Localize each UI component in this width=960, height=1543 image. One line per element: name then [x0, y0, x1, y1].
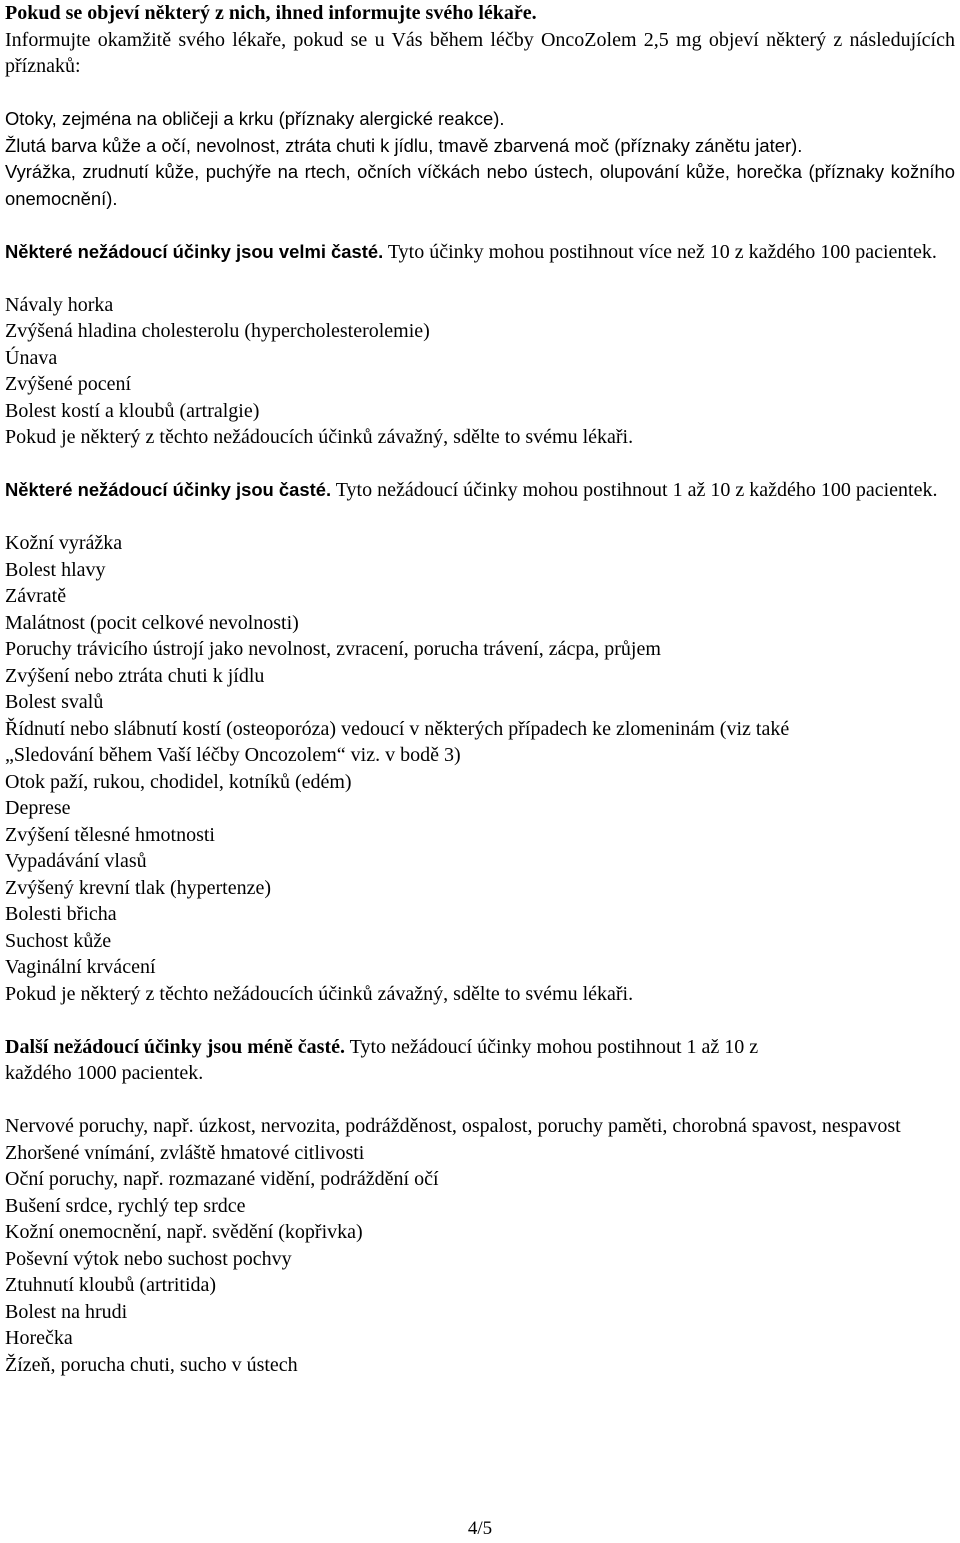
very-common-paragraph: [5, 239, 955, 266]
list-item: Zvýšené pocení: [5, 373, 132, 395]
uncommon-list: [5, 1113, 955, 1378]
uncommon-frequency-line-2: každého 1000 pacientek.: [5, 1062, 204, 1084]
list-item: Poševní výtok nebo suchost pochvy: [5, 1247, 292, 1270]
urgent-symptoms-section: [5, 0, 955, 212]
list-item: Zvýšení tělesné hmotnosti: [5, 823, 215, 846]
list-item: Únava: [5, 346, 58, 369]
very-common-heading: Některé nežádoucí účinky jsou velmi časté.: [5, 240, 384, 262]
urgent-item-liver: Žlutá barva kůže a očí, nevolnost, ztráta chuti k jídlu, tmavě zbarvená moč (příznaky zánětu jater).: [5, 134, 803, 156]
document-page: [5, 0, 955, 1378]
list-item: Bolest kostí a kloubů (artralgie): [5, 399, 260, 422]
list-item: Pokud je některý z těchto nežádoucích účinků závažný, sdělte to svému lékaři.: [5, 426, 634, 448]
list-item: Bolest hlavy: [5, 558, 106, 581]
list-item: Bolest na hrudi: [5, 1300, 128, 1323]
list-item: Nervové poruchy, např. úzkost, nervozita, podrážděnost, ospalost, poruchy paměti, chorobná spavost, nespavost: [5, 1115, 901, 1137]
list-item: Zvýšená hladina cholesterolu (hypercholesterolemie): [5, 320, 430, 342]
list-item: Zhoršené vnímání, zvláště hmatové citlivosti: [5, 1141, 365, 1164]
list-item: Žízeň, porucha chuti, sucho v ústech: [5, 1353, 298, 1376]
common-frequency: Tyto nežádoucí účinky mohou postihnout 1 až 10 z každého 100 pacientek.: [335, 479, 938, 501]
list-item: Malátnost (pocit celkové nevolnosti): [5, 611, 299, 634]
list-item: Oční poruchy, např. rozmazané vidění, podráždění očí: [5, 1168, 439, 1190]
urgent-item-allergic: Otoky, zejména na obličeji a krku (příznaky alergické reakce).: [5, 108, 505, 129]
list-item: Závratě: [5, 585, 67, 607]
list-item: Kožní vyrážka: [5, 532, 123, 554]
list-item: Bolesti břicha: [5, 903, 117, 925]
common-paragraph: [5, 477, 955, 504]
list-item: Kožní onemocnění, např. svědění (kopřivka): [5, 1221, 363, 1243]
common-heading: Některé nežádoucí účinky jsou časté.: [5, 479, 332, 500]
list-item: Otok paží, rukou, chodidel, kotníků (edém): [5, 770, 352, 793]
list-item: Vaginální krvácení: [5, 956, 156, 978]
common-section: [5, 477, 955, 1007]
urgent-heading: Pokud se objeví některý z nich, ihned informujte svého lékaře.: [5, 2, 537, 24]
list-item: Deprese: [5, 797, 71, 819]
list-item: Pokud je některý z těchto nežádoucích účinků závažný, sdělte to svému lékaři.: [5, 982, 634, 1005]
uncommon-heading: Další nežádoucí účinky jsou méně časté.: [5, 1035, 345, 1058]
list-item: Bolest svalů: [5, 691, 104, 713]
list-item: Poruchy trávicího ústrojí jako nevolnost, zvracení, porucha trávení, zácpa, průjem: [5, 638, 661, 660]
very-common-frequency: Tyto účinky mohou postihnout více než 10 z každého 100 pacientek.: [387, 240, 937, 263]
uncommon-section: [5, 1034, 955, 1379]
uncommon-paragraph: [5, 1034, 955, 1087]
very-common-section: [5, 239, 955, 451]
list-item: Bušení srdce, rychlý tep srdce: [5, 1194, 246, 1217]
osteoporosis-line-1: Řídnutí nebo slábnutí kostí (osteoporóza) vedoucí v některých případech ke zlomeninám (viz také: [5, 717, 790, 740]
list-item: Vypadávání vlasů: [5, 850, 147, 872]
very-common-list: [5, 292, 955, 451]
urgent-item-skin: Vyrážka, zrudnutí kůže, puchýře na rtech, očních víčkách nebo ústech, olupování kůže, horečka (příznaky kožního onemocnění).: [5, 161, 955, 209]
uncommon-frequency-line-1: Tyto nežádoucí účinky mohou postihnout 1 až 10 z: [349, 1035, 759, 1058]
list-item-osteoporosis: [5, 716, 955, 769]
list-item: Ztuhnutí kloubů (artritida): [5, 1274, 217, 1296]
list-item: Návaly horka: [5, 293, 114, 316]
page-number: 4/5: [467, 1518, 493, 1539]
list-item: Horečka: [5, 1327, 73, 1349]
urgent-intro-text: Informujte okamžitě svého lékaře, pokud se u Vás během léčby OncoZolem 2,5 mg objeví některý z následujících příznaků:: [5, 28, 955, 77]
osteoporosis-line-2: „Sledování během Vaší léčby Oncozolem“ viz. v bodě 3): [5, 744, 461, 766]
list-item: Suchost kůže: [5, 929, 112, 952]
list-item: Zvýšení nebo ztráta chuti k jídlu: [5, 664, 265, 687]
list-item: Zvýšený krevní tlak (hypertenze): [5, 876, 272, 899]
common-list: [5, 530, 955, 1007]
